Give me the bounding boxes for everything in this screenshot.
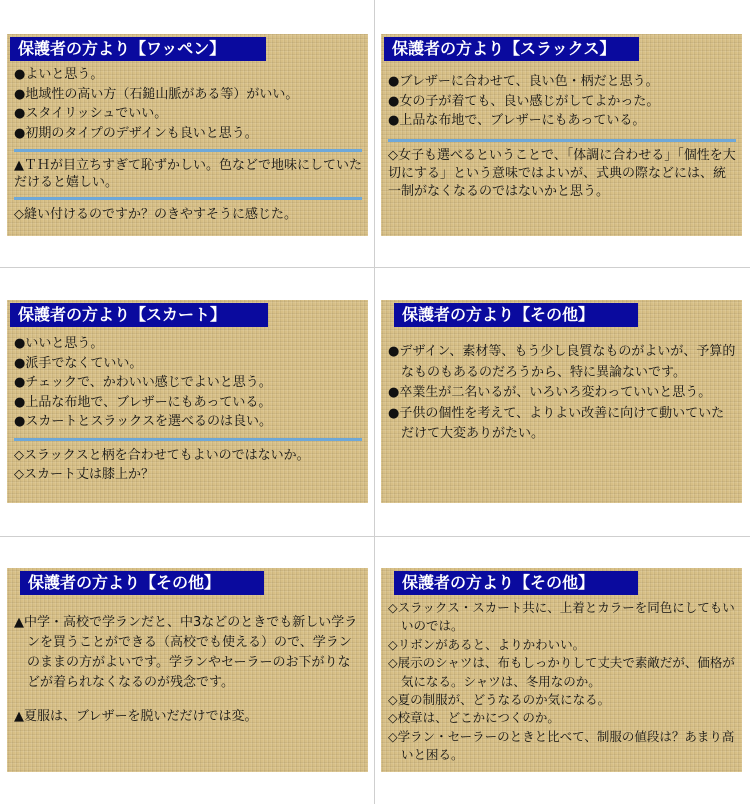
slide-body [388,342,736,445]
row-divider [0,267,750,268]
divider-rule [14,438,362,441]
bullet-item: ●派手でなくていい。 [14,355,143,371]
bullet-item: ●いいと思う。 [14,336,104,351]
divider-rule [388,139,736,142]
divider-rule [14,197,362,200]
slide-body [14,613,362,727]
slide-body [14,65,362,225]
bullet-item: ●初期のタイプのデザインも良いと思う。 [14,125,258,141]
bullet-item: ●上品な布地で、ブレザーにもあっている。 [388,113,646,128]
slide-body [388,599,736,765]
slide-other-2 [7,568,368,772]
bullet-item: ●よいと思う。 [14,67,104,82]
bullet-item: ●ブレザーに合わせて、良い色・柄だと思う。 [388,74,659,89]
slide-title: 保護者の方より【ワッペン】 [10,37,266,61]
question-item: ◇縫い付けるのですか？のきやすそうに感じた。 [14,207,297,222]
bullet-item: ●上品な布地で、ブレザーにもあっている。 [14,394,272,410]
slide-body [388,72,736,201]
slide-title: 保護者の方より【その他】 [394,303,638,327]
bullet-item: ●女の子が着ても、良い感じがしてよかった。 [388,93,660,109]
slide-title: 保護者の方より【スカート】 [10,303,268,327]
concern-item: ▲ＴＨが目立ちすぎて恥ずかしい。色などで地味にしていただけると嬉しい。 [14,158,362,190]
slide-title: 保護者の方より【スラックス】 [384,37,639,61]
comment-item: ◇展示のシャツは、布もしっかりして丈夫で素敵だが、価格が気になる。シャツは、冬用なのか。 [388,655,735,689]
comment-item: ◇夏の制服が、どうなるのか気になる。 [388,692,611,708]
question-item: ◇スラックスと柄を合わせてもよいのではないか。 [14,447,310,463]
divider-rule [14,149,362,152]
comment-item: ▲夏服は、ブレザーを脱いだだけでは変。 [14,709,258,724]
bullet-item: ●チェックで、かわいい感じでよいと思う。 [14,375,272,390]
row-divider [0,536,750,537]
bullet-item: ●地域性の高い方（石鎚山脈がある等）がいい。 [14,86,299,102]
slide-wappen [7,34,368,236]
comment-item: ◇スラックス・スカート共に、上着とカラーを同色にしてもいいのでは。 [388,600,735,634]
comment-item: ◇リボンがあると、よりかわいい。 [388,636,586,652]
slide-title: 保護者の方より【その他】 [20,571,264,595]
spacer [14,693,362,707]
comment-item: ▲中学・高校で学ランだと、中3などのときでも新しい学ランを買うことができる（高校でも使える）ので、学ランのままの方がよいです。学ランやセーラーのお下がりなどが着られなくなるのが残念です。 [14,615,358,690]
comment-item: ◇学ラン・セーラーのときと比べて、制服の値段は？あまり高いと困る。 [388,728,735,763]
question-item: ◇女子も選べるということで、「体調に合わせる」「個性を大切にする」という意味ではよいが、式典の際などには、統一制がなくなるのではないかと思う。 [388,147,736,199]
comment-item: ●子供の個性を考えて、よりよい改善に向けて動いていただけて大変ありがたい。 [388,405,725,441]
bullet-item: ●スタイリッシュでいい。 [14,106,168,121]
column-divider [374,0,375,804]
bullet-item: ●スカートとスラックスを選べるのは良い。 [14,414,272,429]
comment-item: ◇校章は、どこかにつくのか。 [388,710,560,726]
comment-item: ●卒業生が二名いるが、いろいろ変わっていいと思う。 [388,385,712,400]
slide-title: 保護者の方より【その他】 [394,571,638,595]
comment-item: ●デザイン、素材等、もう少し良質なものがよいが、予算的なものもあるのだろうから、特に異論ないです。 [388,344,736,380]
slide-body [14,334,362,485]
slide-skirt [7,300,368,503]
slide-other-1 [381,300,742,503]
slide-slacks [381,34,742,236]
question-item: ◇スカート丈は膝上か？ [14,467,154,482]
slide-other-3 [381,568,742,772]
